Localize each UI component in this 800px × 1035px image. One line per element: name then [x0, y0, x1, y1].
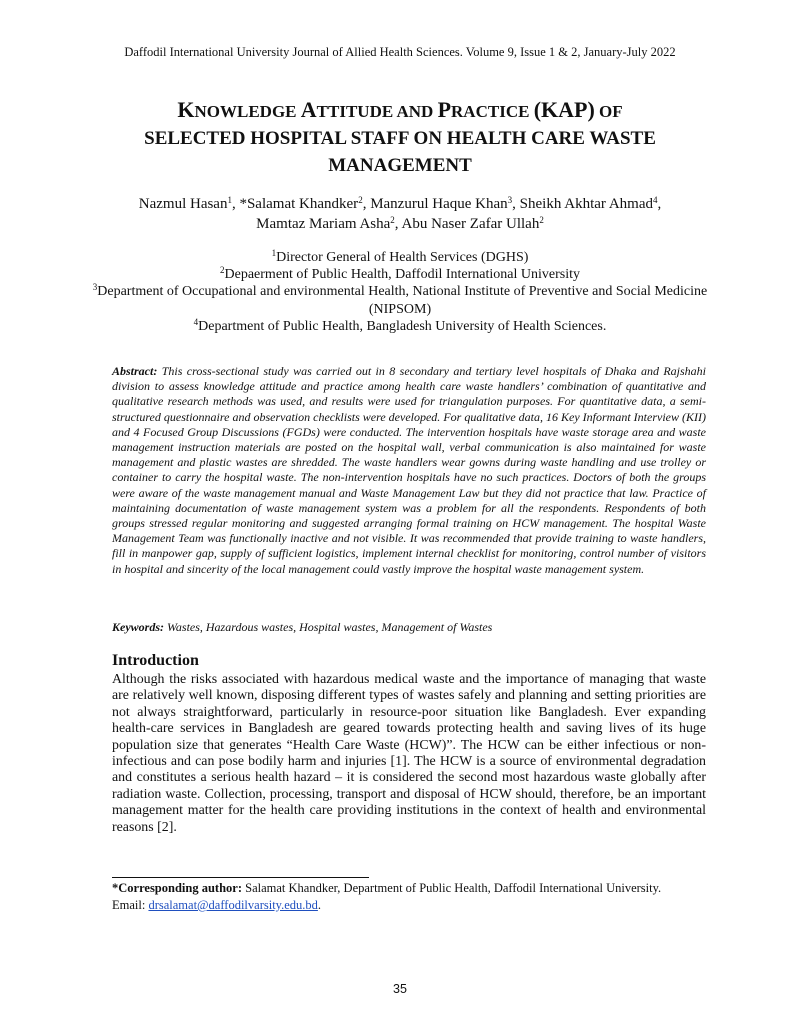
author: Mamtaz Mariam Asha	[256, 216, 391, 232]
article-title	[100, 96, 700, 179]
corresponding-author-footnote	[112, 880, 706, 914]
author: Nazmul Hasan	[138, 196, 228, 212]
author-list	[80, 194, 720, 234]
section-heading-introduction: Introduction	[112, 652, 199, 669]
footnote-divider	[112, 877, 369, 878]
title-line-2: SELECTED HOSPITAL STAFF ON HEALTH CARE WASTE	[144, 128, 656, 149]
title-line-3: MANAGEMENT	[328, 155, 472, 176]
affiliation: $^4$Department of Public Health, Bangladesh University of Health Sciences.	[193, 316, 607, 334]
footnote-line-2: Email: drsalamat@daffodilvarsity.edu.bd.	[112, 898, 322, 912]
abstract-label: Abstract:	[112, 364, 158, 378]
affiliation-list	[80, 249, 720, 335]
keywords-text: Wastes, Hazardous wastes, Hospital wastes, Management of Wastes	[164, 620, 493, 634]
author: Manzurul Haque Khan	[370, 196, 508, 212]
author: Abu Naser Zafar Ullah	[401, 216, 540, 232]
introduction-paragraph: Although the risks associated with hazardous medical waste and the importance of managing that waste are relatively well known, disposing different types of wastes safely and planning and setting priorities are not always straightforward, particularly in resource-poor situation like Bangladesh. Ever expanding health-care services in Bangladesh are geared towards protecting health and saving lives of its huge population size that generates “Health Care Waste (HCW)”. The HCW can be either infectious or non-infectious and can pose bodily harm and injuries [1]. The HCW is a source of environmental degradation and constitutes a serious health hazard – it is considered the second most hazardous waste globally after radiation waste. Collection, processing, transport and disposal of HCW should, therefore, be an important management matter for the health care providing institutions in the context of health and environmental reasons [2].	[112, 672, 706, 835]
keywords-label: Keywords:	[112, 620, 164, 634]
affiliation: $^1$Director General of Health Services (DGHS)	[271, 248, 529, 265]
page-number: 35	[393, 982, 407, 996]
abstract-text: This cross-sectional study was carried out in 8 secondary and tertiary level hospitals of Dhaka and Rajshahi division to assess knowledge attitude and practice among health care waste handlers’ combination of quantitative and qualitative research methods was used, and results were used for triangulation purposes. For quantitative data, a semi-structured questionnaire and observation checklists were developed. For qualitative data, 16 Key Informant Interview (KII) and 4 Focused Group Discussions (FGDs) were conducted. The intervention hospitals have waste storage area and waste management instruction materials are posted on the hospital wall, verbal communication is also maintained for waste management and plastic wastes are shredded. The waste handlers wear gowns during waste handling and use trolley or container to carry the hospital waste. The non-intervention hospitals have no such practices. Doctors of both the groups were aware of the waste management manual and Waste Management Law but they did not practice that law. Practice of maintaining documentation of waste management system was a problem for all the respondents. Respondents of both groups stressed regular monitoring and suggested arranging formal training on HCW management. The hospital Waste Management Team was functionally inactive and not visible. It was recommended that provide training to waste handlers, fill in manpower gap, supply of sufficient logistics, implement internal checklist for monitoring, control number of visitors in hospital and sincerity of the local management could vastly improve the hospital waste management system.	[112, 364, 706, 576]
footnote-line-1: *Corresponding author: Salamat Khandker, Department of Public Health, Daffodil International University.	[112, 881, 662, 895]
email-link[interactable]: drsalamat@daffodilvarsity.edu.bd	[148, 898, 318, 912]
author-line-1: Nazmul Hasan$^1$, *Salamat Khandker$^2$, Manzurul Haque Khan$^3$, Sheikh Akhtar Ahmad$^4$,	[138, 195, 662, 212]
keywords	[112, 620, 706, 635]
abstract	[112, 364, 706, 577]
running-header: Daffodil International University Journal of Allied Health Sciences. Volume 9, Issue 1 & 2, January-July 2022	[124, 45, 676, 59]
author: *Salamat Khandker	[239, 196, 359, 212]
title-line-1: KNOWLEDGE ATTITUDE AND PRACTICE (KAP) OF	[177, 97, 623, 122]
affiliation: $^3$Department of Occupational and environmental Health, National Institute of Preventive and Social Medicine (NIPSOM)	[92, 282, 708, 317]
author: Sheikh Akhtar Ahmad	[519, 196, 653, 212]
corresponding-author-label: *Corresponding author:	[112, 881, 242, 895]
affiliation: $^2$Depaerment of Public Health, Daffodil International University	[220, 265, 580, 283]
author-line-2: Mamtaz Mariam Asha$^2$, Abu Naser Zafar Ullah$^2$	[256, 215, 544, 232]
